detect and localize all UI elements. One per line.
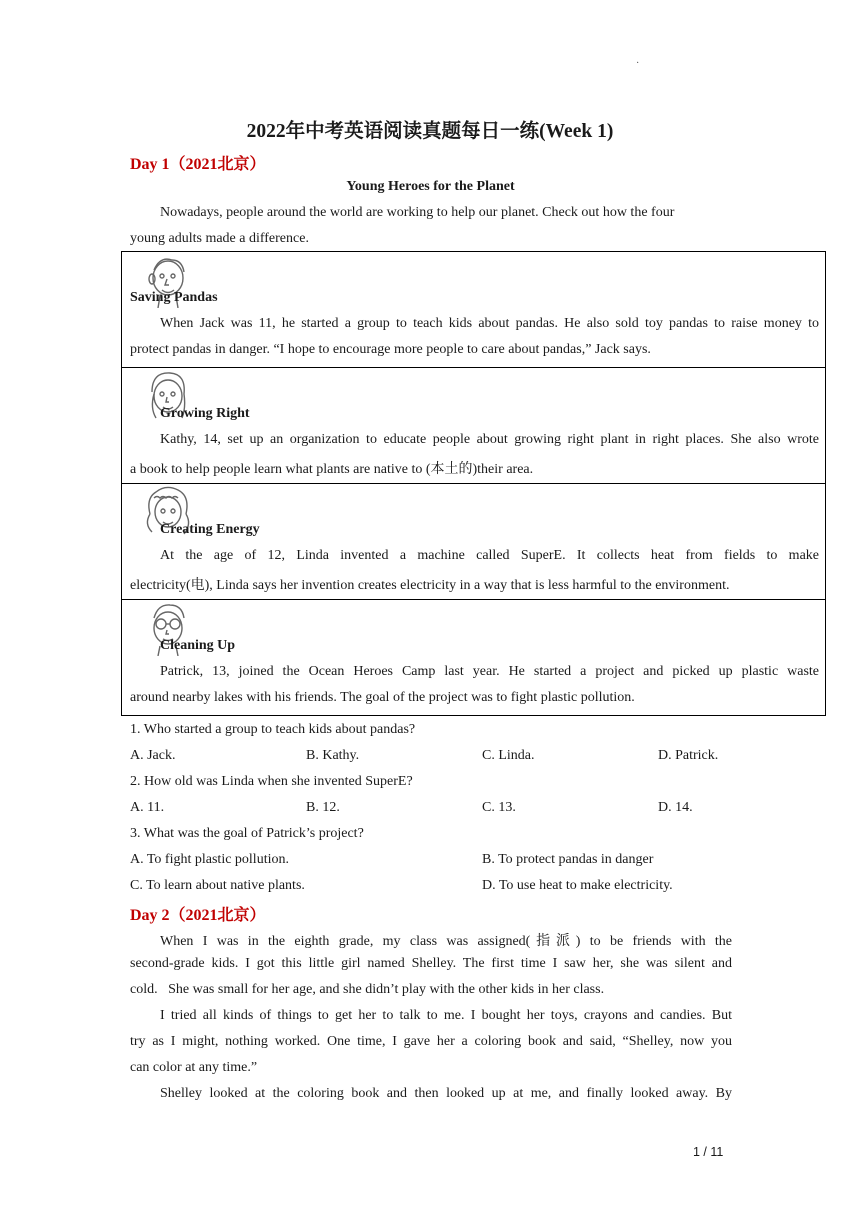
section-saving-pandas xyxy=(121,251,826,368)
paragraph-line: second-grade kids. I got this little girl named Shelley. The first time I saw her, she was silent and xyxy=(130,956,732,971)
section-text-line: protect pandas in danger. “I hope to encourage more people to care about pandas,” Jack says. xyxy=(130,342,651,357)
option-b: B. Kathy. xyxy=(306,748,360,763)
header-dot: · xyxy=(636,58,640,69)
paragraph-line: can color at any time.” xyxy=(130,1060,258,1075)
section-growing-right xyxy=(121,367,826,484)
intro-line-2: young adults made a difference. xyxy=(130,231,309,246)
question-1: 1. Who started a group to teach kids about pandas? xyxy=(130,722,416,737)
option-c: C. Linda. xyxy=(482,748,535,763)
section-heading: Creating Energy xyxy=(160,522,260,537)
option-d: D. To use heat to make electricity. xyxy=(482,878,673,893)
section-cleaning-up xyxy=(121,599,826,716)
section-text-line: around nearby lakes with his friends. The goal of the project was to fight plastic pollution. xyxy=(130,690,635,705)
option-a: A. Jack. xyxy=(130,748,176,763)
option-d: D. 14. xyxy=(658,800,693,815)
option-b: B. 12. xyxy=(306,800,340,815)
section-text-line: a book to help people learn what plants are native to (本土的)their area. xyxy=(130,462,534,477)
option-c: C. 13. xyxy=(482,800,516,815)
question-3: 3. What was the goal of Patrick’s project? xyxy=(130,826,364,841)
section-text-line: electricity(电), Linda says her invention creates electricity in a way that is less harmful to the environment. xyxy=(130,578,730,593)
page-number: 1 / 11 xyxy=(693,1145,724,1159)
section-text-line: Kathy, 14, set up an organization to educate people about growing right plant in right places. She also wrote xyxy=(160,432,819,447)
paragraph-line: When I was in the eighth grade, my class was assigned(指派) to be friends with the xyxy=(160,934,732,949)
page-title: 2022年中考英语阅读真题每日一练(Week 1) xyxy=(246,121,614,142)
paragraph-line: Shelley looked at the coloring book and then looked up at me, and finally looked away. By xyxy=(160,1086,732,1101)
section-creating-energy xyxy=(121,483,826,600)
section-heading: Saving Pandas xyxy=(130,290,218,305)
passage-heading: Young Heroes for the Planet xyxy=(346,179,515,194)
section-text-line: When Jack was 11, he started a group to teach kids about pandas. He also sold toy pandas to raise money to xyxy=(160,316,819,331)
paragraph-line: cold. She was small for her age, and she didn’t play with the other kids in her class. xyxy=(130,982,605,997)
option-b: B. To protect pandas in danger xyxy=(482,852,654,867)
option-d: D. Patrick. xyxy=(658,748,719,763)
question-2: 2. How old was Linda when she invented SuperE? xyxy=(130,774,413,789)
section-heading: Cleaning Up xyxy=(160,638,236,653)
option-a: A. To fight plastic pollution. xyxy=(130,852,289,867)
paragraph-line: I tried all kinds of things to get her to talk to me. I bought her toys, crayons and candies. But xyxy=(160,1008,732,1023)
option-c: C. To learn about native plants. xyxy=(130,878,305,893)
section-text-line: Patrick, 13, joined the Ocean Heroes Camp last year. He started a project and picked up plastic waste xyxy=(160,664,819,679)
section-text-line: At the age of 12, Linda invented a machine called SuperE. It collects heat from fields to make xyxy=(160,548,819,563)
option-a: A. 11. xyxy=(130,800,165,815)
section-heading: Growing Right xyxy=(160,406,250,421)
day1-label: Day 1（2021北京） xyxy=(130,156,266,173)
intro-line-1: Nowadays, people around the world are working to help our planet. Check out how the four xyxy=(160,205,675,220)
paragraph-line: try as I might, nothing worked. One time, I gave her a coloring book and said, “Shelley, now you xyxy=(130,1034,732,1049)
day2-label: Day 2（2021北京） xyxy=(130,907,266,924)
